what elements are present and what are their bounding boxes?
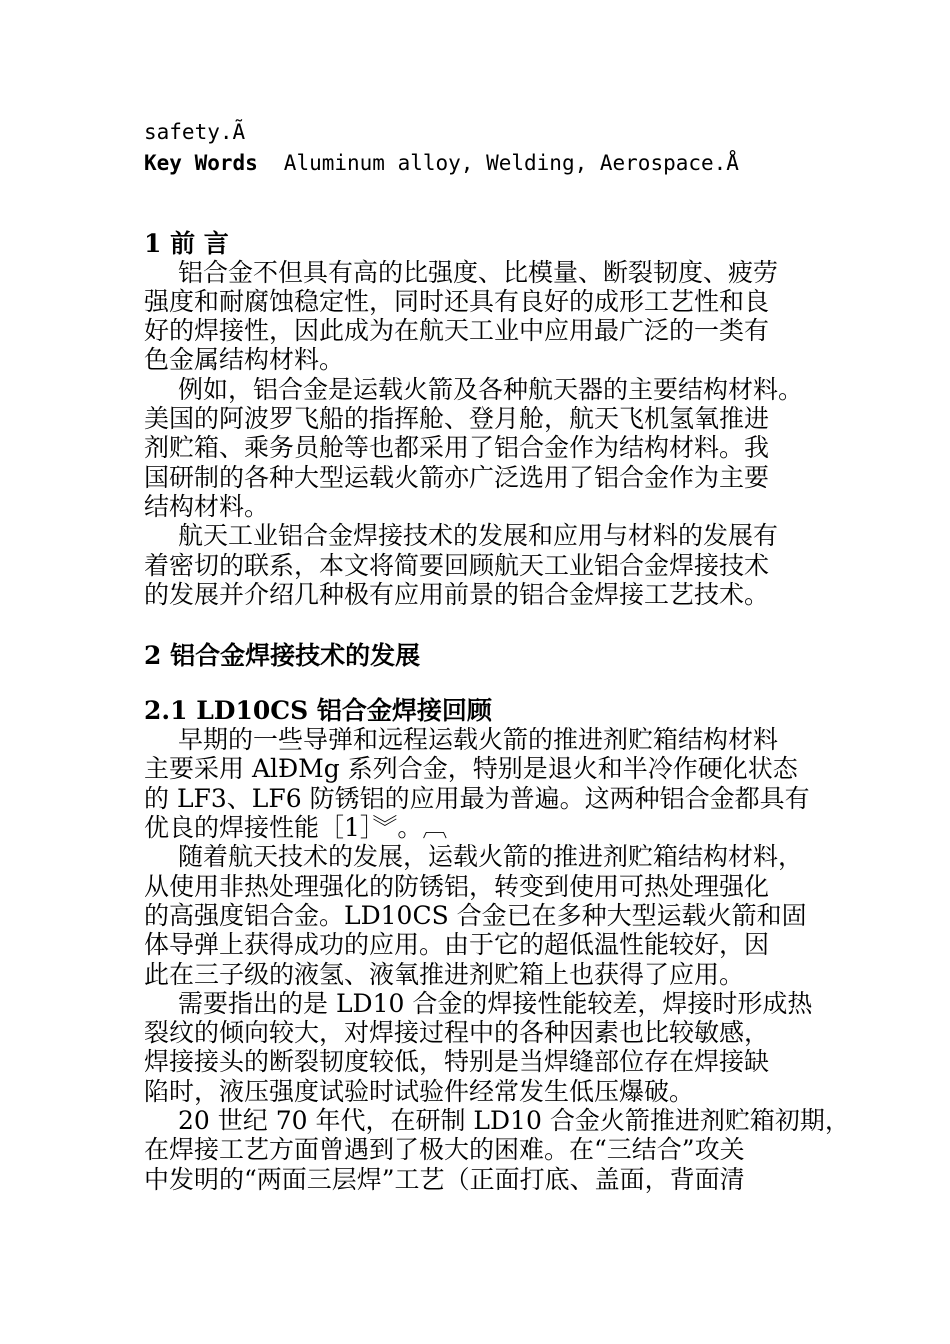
text-line: 的 LF3、LF6 防锈铝的应用最为普遍。这两种铝合金都具有	[144, 783, 810, 813]
abstract-tail: safety.Ã	[144, 120, 246, 144]
section-2-1-heading: 2.1 LD10CS 铝合金焊接回顾	[144, 696, 492, 726]
keywords-line	[144, 147, 814, 178]
text-line: 焊接接头的断裂韧度较低，特别是当焊缝部位存在焊接缺	[144, 1047, 770, 1077]
text-line: 美国的阿波罗飞船的指挥舱、登月舱，航天飞机氢氧推进	[144, 404, 770, 434]
keywords-text: Aluminum alloy, Welding, Aerospace.Å	[283, 151, 739, 176]
text-line: 强度和耐腐蚀稳定性，同时还具有良好的成形工艺性和良	[144, 286, 770, 316]
section-2-1-paragraph	[144, 989, 814, 1106]
text-line: 好的焊接性，因此成为在航天工业中应用最广泛的一类有	[144, 316, 770, 346]
text-line: 着密切的联系，本文将简要回顾航天工业铝合金焊接技术	[144, 550, 770, 580]
section-2-1-paragraph	[144, 842, 814, 988]
text-line: 需要指出的是 LD10 合金的焊接性能较差，焊接时形成热	[178, 988, 813, 1018]
section-2-1-paragraph	[144, 725, 814, 842]
text-line: 铝合金不但具有高的比强度、比模量、断裂韧度、疲劳	[178, 257, 779, 287]
text-line: 主要采用 AlÐMg 系列合金，特别是退火和半冷作硬化状态	[144, 754, 798, 784]
section-2-heading: 2 铝合金焊接技术的发展	[144, 641, 421, 671]
document-page	[144, 118, 850, 1194]
text-line: 体导弹上获得成功的应用。由于它的超低温性能较好，因	[144, 930, 770, 960]
section-1-paragraph	[144, 521, 814, 609]
text-line: 20 世纪 70 年代，在研制 LD10 合金火箭推进剂贮箱初期，	[178, 1106, 850, 1136]
text-line: 剂贮箱、乘务员舱等也都采用了铝合金作为结构材料。我	[144, 433, 770, 463]
text-line: 的发展并介绍几种极有应用前景的铝合金焊接工艺技术。	[144, 579, 770, 609]
text-line: 陷时，液压强度试验时试验件经常发生低压爆破。	[144, 1076, 695, 1106]
text-line: 结构材料。	[144, 491, 270, 521]
text-line: 国研制的各种大型运载火箭亦广泛选用了铝合金作为主要	[144, 462, 770, 492]
text-line: 此在三子级的液氢、液氧推进剂贮箱上也获得了应用。	[144, 959, 745, 989]
text-line: 优良的焊接性能［1］︾。︹	[144, 813, 448, 843]
section-1-paragraph	[144, 375, 814, 521]
text-line: 例如，铝合金是运载火箭及各种航天器的主要结构材料。	[178, 374, 804, 404]
text-line: 的高强度铝合金。LD10CS 合金已在多种大型运载火箭和固	[144, 900, 807, 930]
text-line: 中发明的“两面三层焊”工艺（正面打底、盖面，背面清	[144, 1164, 745, 1194]
text-line: 随着航天技术的发展，运载火箭的推进剂贮箱结构材料，	[178, 842, 804, 872]
text-line: 色金属结构材料。	[144, 345, 345, 375]
text-line: 在焊接工艺方面曾遇到了极大的困难。在“三结合”攻关	[144, 1135, 745, 1165]
section-1-paragraph	[144, 258, 814, 375]
section-1-heading: 1 前 言	[144, 228, 229, 258]
section-2-1-paragraph	[144, 1106, 850, 1194]
text-line: 裂纹的倾向较大，对焊接过程中的各种因素也比较敏感，	[144, 1018, 770, 1048]
text-line: 从使用非热处理强化的防锈铝，转变到使用可热处理强化	[144, 871, 770, 901]
text-line: 航天工业铝合金焊接技术的发展和应用与材料的发展有	[178, 521, 779, 551]
text-line: 早期的一些导弹和远程运载火箭的推进剂贮箱结构材料	[178, 725, 779, 755]
keywords-label: Key Words	[144, 151, 258, 176]
